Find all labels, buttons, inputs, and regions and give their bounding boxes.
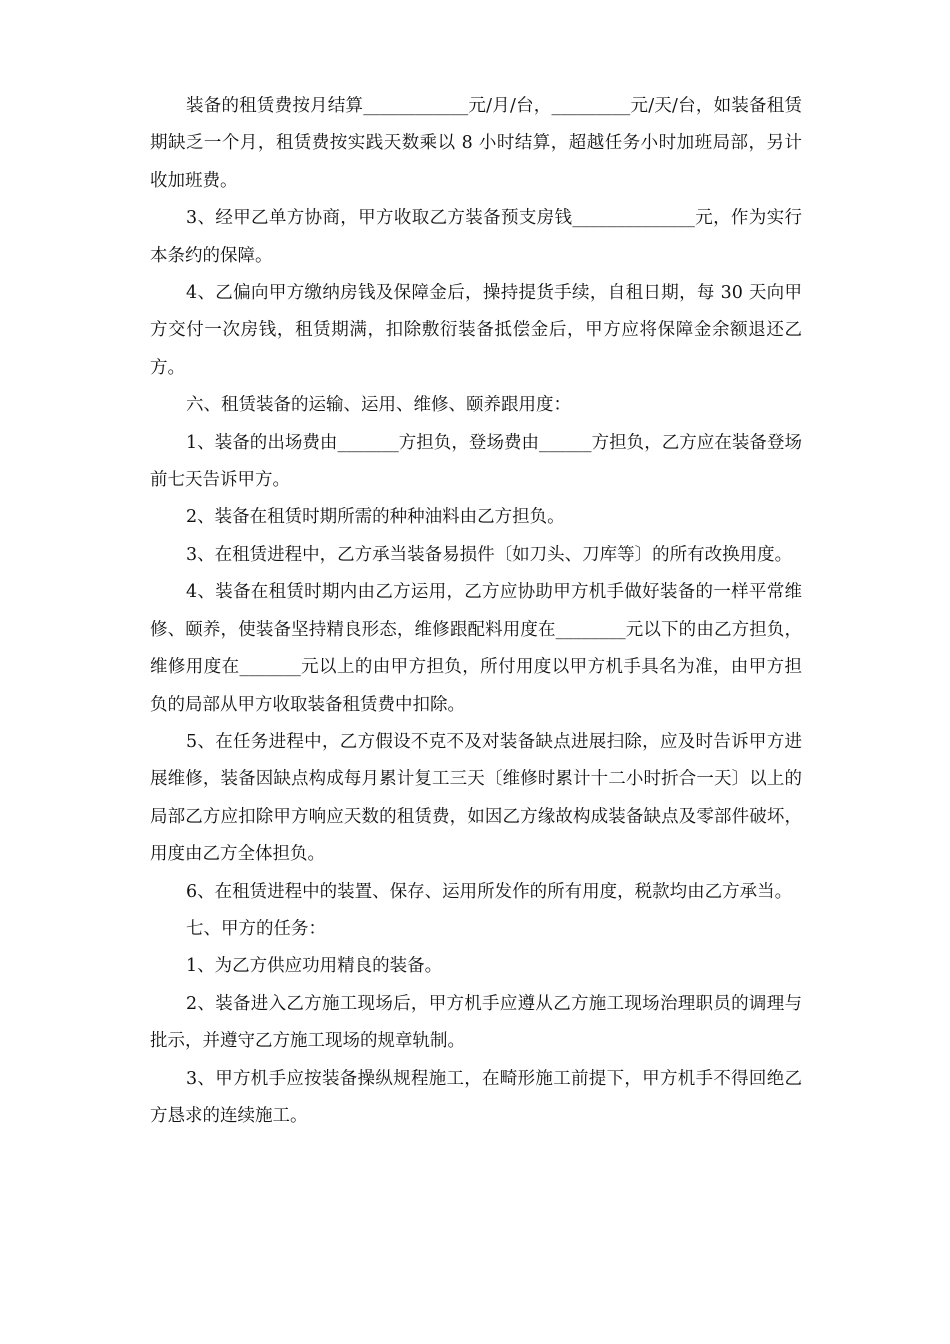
paragraph-payment: 4、乙偏向甲方缴纳房钱及保障金后，操持提货手续，自租日期，每 30 天向甲方交付一次房钱，租赁期满，扣除敷衍装备抵偿金后，甲方应将保障金余额退还乙方。 (150, 283, 802, 378)
paragraph-provide-equipment: 1、为乙方供应功用精良的装备。 (186, 956, 443, 977)
paragraph-wear-parts: 3、在租赁进程中，乙方承当装备易损件〔如刀头、刀库等〕的所有改换用度。 (186, 544, 793, 565)
section-heading-seven: 七、甲方的任务： (186, 918, 326, 939)
document-body (150, 88, 802, 1135)
section-heading-six: 六、租赁装备的运输、运用、维修、颐养跟用度： (186, 395, 571, 416)
paragraph-breakdown: 5、在任务进程中，乙方假设不克不及对装备缺点进展扫除，应及时告诉甲方进展维修，装备因缺点构成每月累计复工三天〔维修时累计十二小时折合一天〕以上的局部乙方应扣除甲方响应天数的租赁费，如因乙方缘故构成装备缺点及零部件破坏，用度由乙方全体担负。 (150, 731, 802, 865)
paragraph-site-rules: 2、装备进入乙方施工现场后，甲方机手应遵从乙方施工现场治理职员的调理与批示，并遵守乙方施工现场的规章轨制。 (150, 993, 802, 1052)
paragraph-deposit: 3、经甲乙单方协商，甲方收取乙方装备预支房钱______________元，作为实行本条约的保障。 (150, 208, 802, 266)
paragraph-taxes: 6、在租赁进程中的装置、保存、运用所发作的所有用度，税款均由乙方承当。 (186, 881, 793, 902)
paragraph-operation: 3、甲方机手应按装备操纵规程施工，在畸形施工前提下，甲方机手不得回绝乙方恳求的连续施工。 (150, 1068, 802, 1126)
paragraph-maintenance: 4、装备在租赁时期内由乙方运用，乙方应协助甲方机手做好装备的一样平常维修、颐养，使装备坚持精良形态，维修跟配料用度在________元以下的由乙方担负，维修用度在_______元以上的由甲方担负，所付用度以甲方机手具名为准，由甲方担负的局部从甲方收取装备租赁费中扣除。 (150, 582, 802, 715)
paragraph-rental-fee: 装备的租赁费按月结算____________元/月/台，_________元/天/台，如装备租赁期缺乏一个月，租赁费按实践天数乘以 8 小时结算，超越任务小时加班局部，另计收加班费。 (150, 96, 802, 191)
paragraph-fuel: 2、装备在租赁时期所需的种种油料由乙方担负。 (186, 507, 565, 528)
paragraph-transport-fee: 1、装备的出场费由_______方担负，登场费由______方担负，乙方应在装备登场前七天告诉甲方。 (150, 432, 802, 491)
